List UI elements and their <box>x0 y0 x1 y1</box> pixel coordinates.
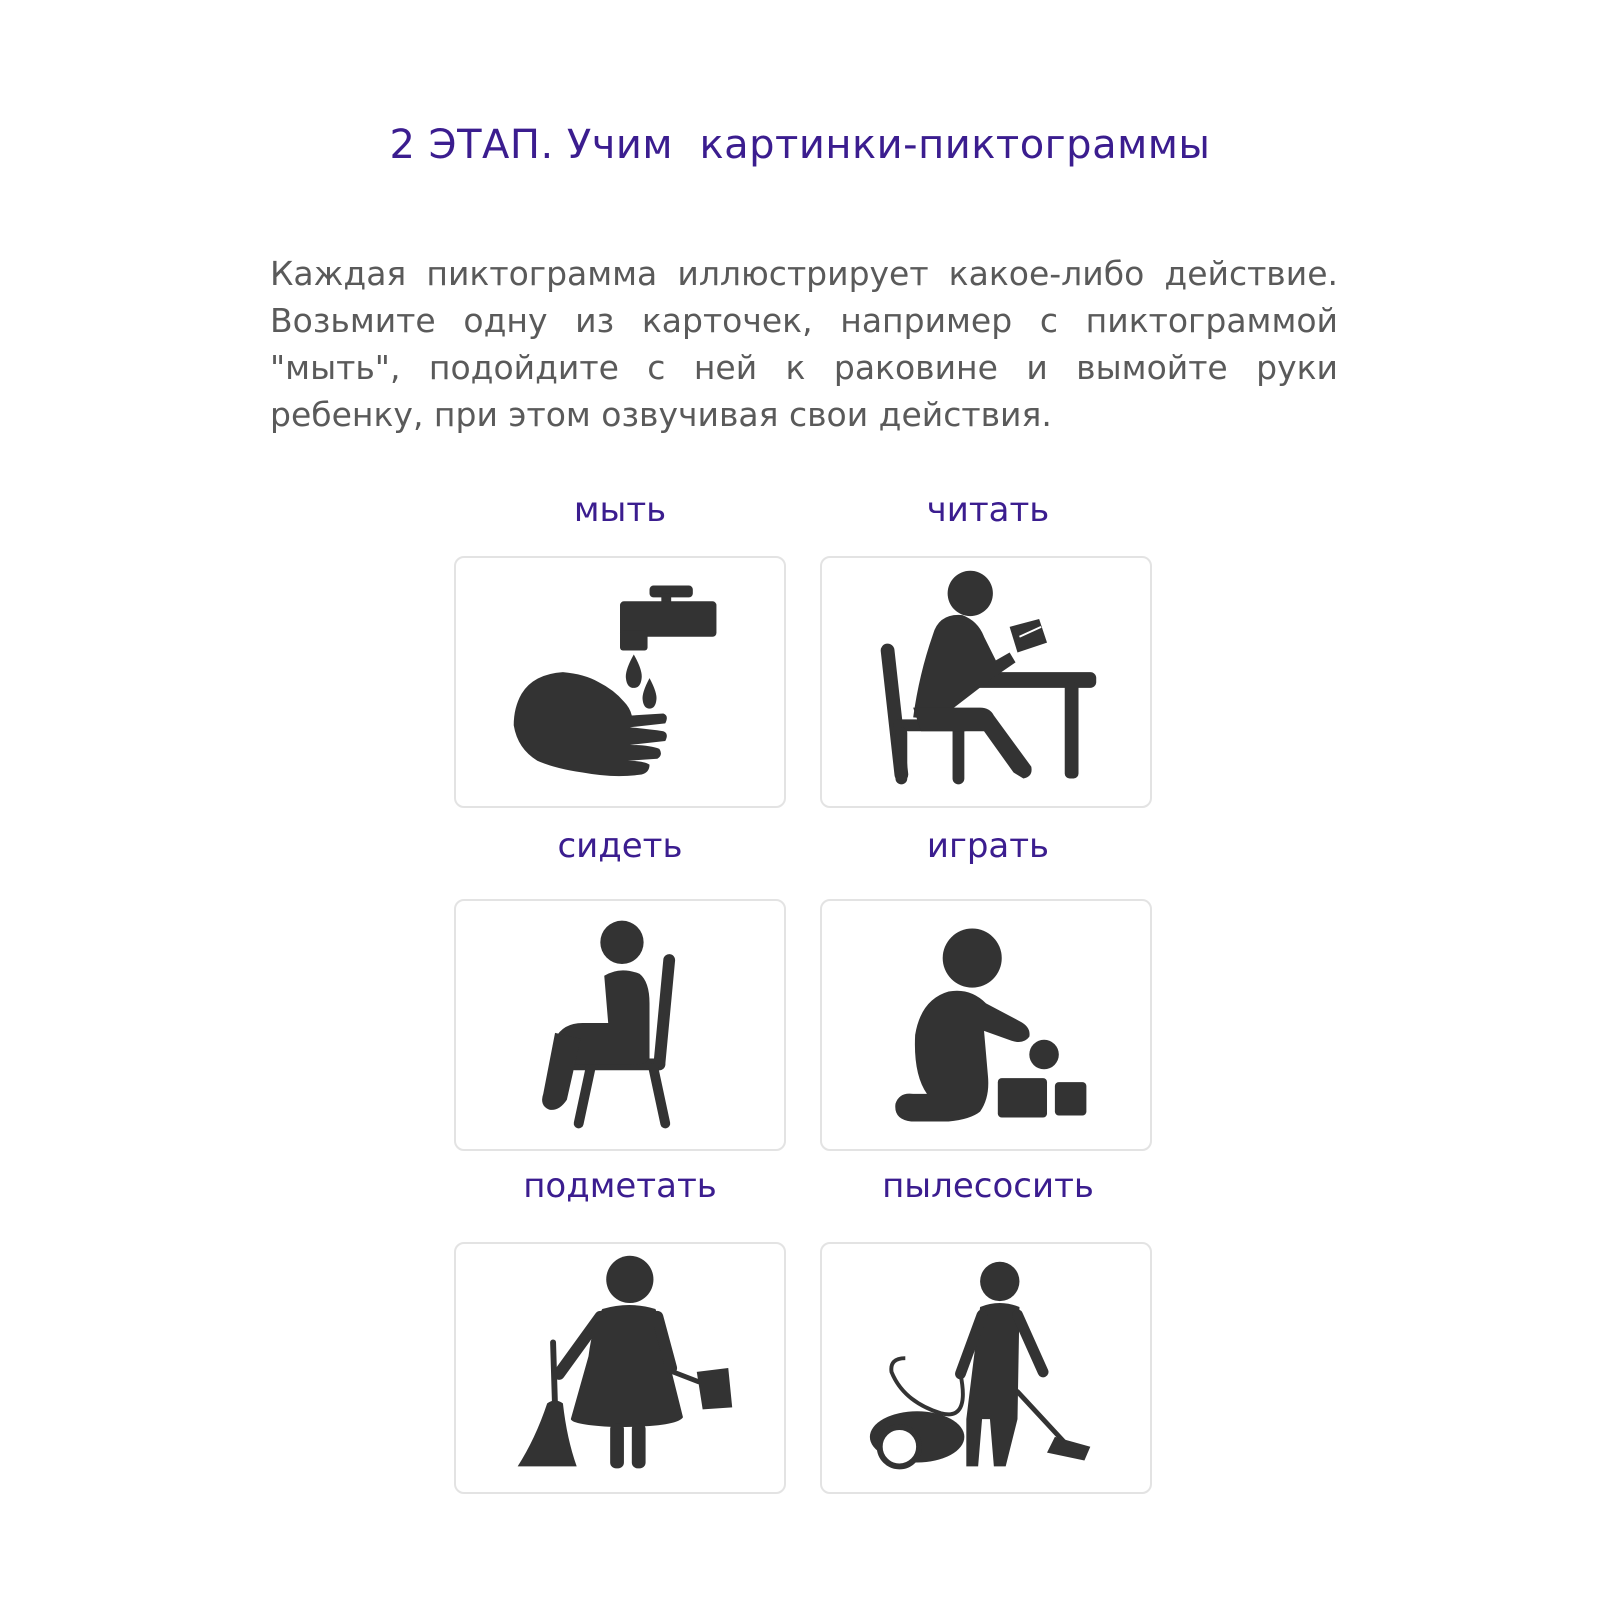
intro-paragraph: Каждая пиктограмма иллюстрирует какое-либо действие. Возьмите одну из карточек, например с пиктограммой "мыть", подойдите с ней к раковине и вымойте руки ребенку, при этом озвучивая свои действия. <box>270 254 1338 434</box>
card-sit <box>454 899 786 1151</box>
wash-hands-icon <box>456 558 784 806</box>
card-label-play: играть <box>926 826 1050 866</box>
vacuuming-icon <box>822 1244 1150 1492</box>
card-label-read: читать <box>926 490 1050 530</box>
reading-at-table-icon <box>822 558 1150 806</box>
card-sweep <box>454 1242 786 1494</box>
sweeping-broom-icon <box>456 1244 784 1492</box>
card-wash <box>454 556 786 808</box>
card-play <box>820 899 1152 1151</box>
card-label-sit: сидеть <box>557 826 683 866</box>
playing-with-blocks-icon <box>822 901 1150 1149</box>
card-label-vacuum: пылесосить <box>882 1166 1094 1206</box>
card-label-wash: мыть <box>573 490 667 530</box>
card-label-sweep: подметать <box>523 1166 717 1206</box>
card-vacuum <box>820 1242 1152 1494</box>
sitting-on-chair-icon <box>456 901 784 1149</box>
page-title: 2 ЭТАП. Учим картинки-пиктограммы <box>389 122 1211 168</box>
card-read <box>820 556 1152 808</box>
